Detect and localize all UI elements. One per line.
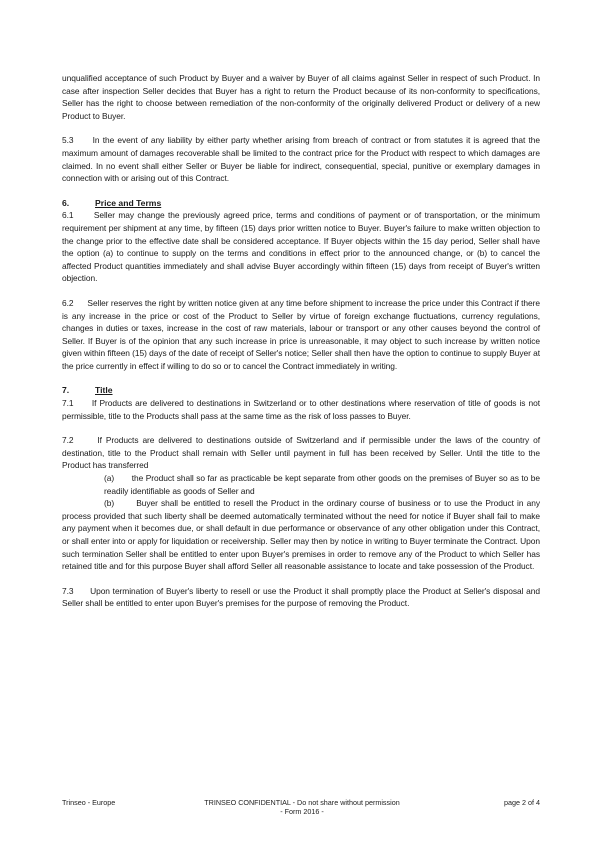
- section-number: 7.: [62, 385, 70, 396]
- section-number: 6.: [62, 197, 70, 208]
- paragraph-7-2: 7.2 If Products are delivered to destinations outside of Switzerland and if permissible under the laws of the country of destination, title to the Product shall remain with Seller until payment in full has been received by Seller. Until the title to the Product has transferred: [62, 435, 540, 471]
- footer-confidential: [202, 798, 402, 816]
- document-body: [62, 72, 540, 610]
- paragraph-7-1: 7.1 If Products are delivered to destinations in Switzerland or to other destinations where reservation of title of goods is not permissible, title to the Products shall pass at the same time as the risk of loss passes to Buyer.: [62, 398, 540, 421]
- footer-form-line: - Form 2016 -: [280, 807, 324, 816]
- footer-confidential-line: TRINSEO CONFIDENTIAL - Do not share without permission: [204, 798, 400, 807]
- paragraph-7-2-b: (b) Buyer shall be entitled to resell the Product in the ordinary course of business or to use the Product in any process provided that such liberty shall be deemed automatically terminated without the need for notice if Buyer shall fail to make any payment when it becomes due, or shall default in due performance or observance of any other obligation under this Contract, or shall enter into or apply for liquidation or receivership. Seller may then by notice in writing to Buyer terminate the Contract. Upon such termination Seller shall be entitled to enter upon Buyer's premises in order to remove any of the Product to which Seller has retained title and for this purpose Buyer shall afford Seller all reasonable assistance to locate and take possession of the Product.: [62, 498, 540, 572]
- paragraph-5-3: 5.3 In the event of any liability by either party whether arising from breach of contract or from statutes it is agreed that the maximum amount of damages recoverable shall be limited to the contract price for the Product with respect to which damages are claimed. In no event shall either Seller or Buyer be liable for indirect, consequential, special, punitive or exemplary damages in connection with or arising out of this Contract.: [62, 135, 540, 184]
- paragraph-7-3: 7.3 Upon termination of Buyer's liberty to resell or use the Product it shall promptly place the Product at Seller's disposal and Seller shall be entitled to enter upon Buyer's premises for the purpose of removing the Product.: [62, 585, 540, 609]
- section-7-heading: [62, 384, 540, 397]
- paragraph-continuation: unqualified acceptance of such Product by Buyer and a waiver by Buyer of all claims against Seller in respect of such Product. In case after inspection Seller decides that Buyer has a right to return the Product because of its non-conformity to specifications, Seller has the right to choose between remediation of the non-conformity of the originally delivered Product or delivery of a new Product to Buyer.: [62, 73, 540, 121]
- footer-page-number: page 2 of 4: [504, 798, 540, 807]
- footer-company: Trinseo - Europe: [62, 798, 116, 807]
- paragraph-6-2: 6.2 Seller reserves the right by written notice given at any time before shipment to increase the price under this Contract if there is any increase in the price or cost of the Product to Seller by virtue of foreign exchange fluctuations, currency regulations, changes in duties or taxes, increase in the cost of raw materials, labour or transport or any other causes beyond the control of Seller. If Buyer is of the opinion that any such increase in price is unreasonable, it may object to such increase by written notice given within fifteen (15) days of the date of receipt of Seller's notice; Seller shall then have the option to continue to supply Buyer at the price currently in effect if willing to do so or to cancel the Contract immediately in writing.: [62, 297, 540, 371]
- section-title: Title: [95, 385, 113, 396]
- section-6-heading: [62, 197, 540, 210]
- section-title: Price and Terms: [95, 197, 162, 208]
- paragraph-6-1: 6.1 Seller may change the previously agreed price, terms and conditions of payment or of transportation, or the minimum requirement per shipment at any time, by fifteen (15) days prior written notice to Buyer. Buyer's failure to make written objection to the change prior to the effective date shall be considered acceptance. If Buyer objects within the 15 day period, Seller shall have the option (a) to continue to supply on the terms and conditions in effect prior to the announced change, or (b) to cancel the affected Product quantities immediately and shall advise Buyer accordingly within fifteen (15) days from receipt of Buyer's written objection.: [62, 210, 540, 284]
- paragraph-7-2-a: (a) the Product shall so far as practicable be kept separate from other goods on the premises of Buyer so as to be readily identifiable as goods of Seller and: [104, 473, 540, 496]
